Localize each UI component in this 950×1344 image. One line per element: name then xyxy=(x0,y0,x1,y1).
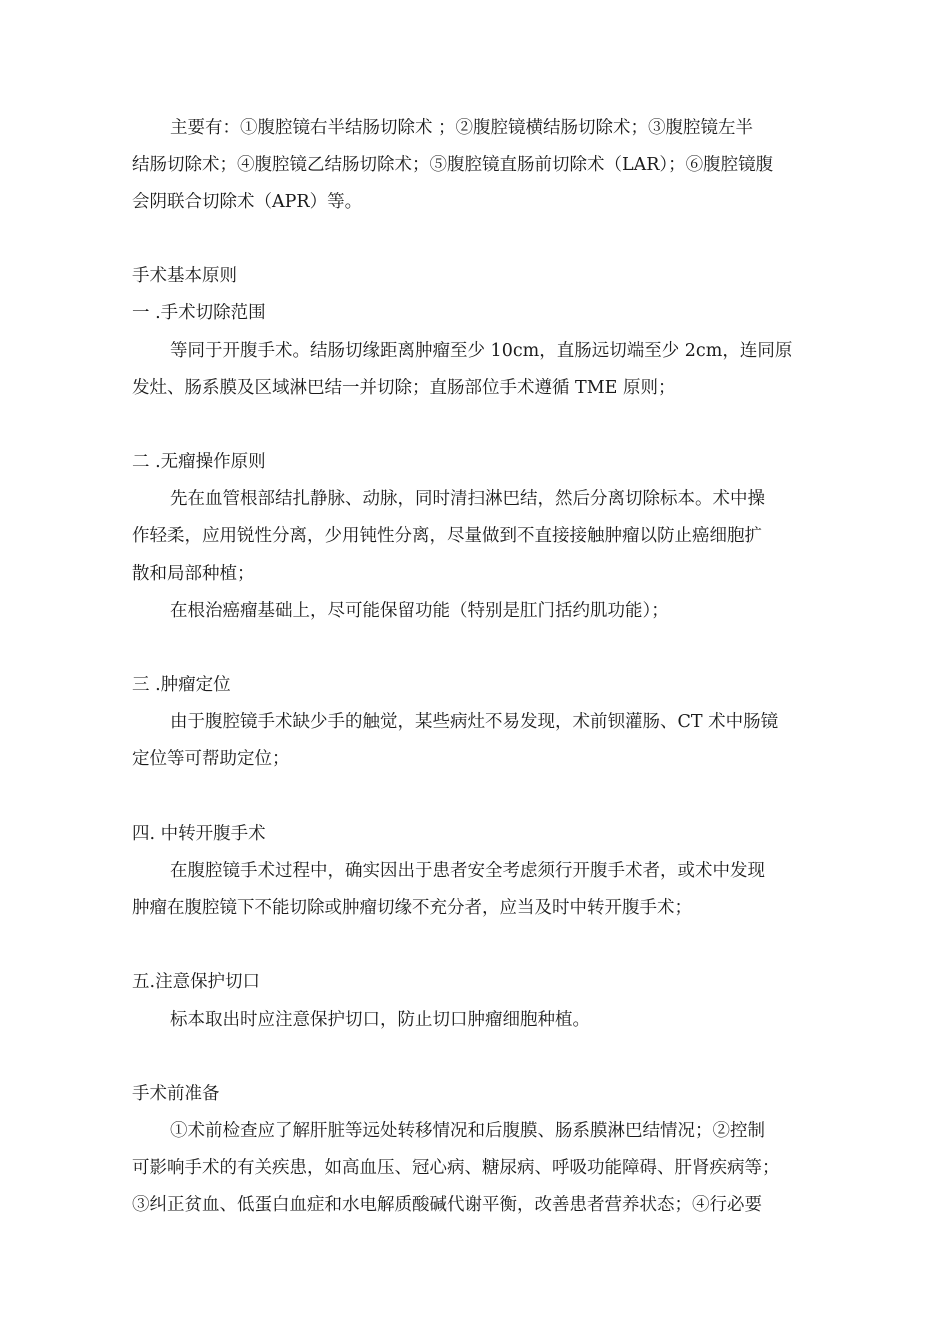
section-3-line-2: 定位等可帮助定位； xyxy=(132,749,290,769)
prep-heading: 手术前准备 xyxy=(132,1084,220,1104)
prep-line-2: 可影响手术的有关疾患，如高血压、冠心病、糖尿病、呼吸功能障碍、肝肾疾病等； xyxy=(132,1158,780,1178)
intro-line-2: 结肠切除术；④腹腔镜乙结肠切除术；⑤腹腔镜直肠前切除术（LAR）；⑥腹腔镜腹 xyxy=(132,155,774,175)
section-3-line-1: 由于腹腔镜手术缺少手的触觉，某些病灶不易发现，术前钡灌肠、CT 术中肠镜 xyxy=(170,712,779,732)
prep-line-1: ①术前检查应了解肝脏等远处转移情况和后腹膜、肠系膜淋巴结情况；②控制 xyxy=(170,1121,765,1141)
section-1-title: 一 .手术切除范围 xyxy=(132,303,266,323)
section-2-line-2: 作轻柔，应用锐性分离，少用钝性分离，尽量做到不直接接触肿瘤以防止癌细胞扩 xyxy=(132,526,762,546)
section-5-line-1: 标本取出时应注意保护切口，防止切口肿瘤细胞种植。 xyxy=(170,1010,590,1030)
intro-line-3: 会阴联合切除术（APR）等。 xyxy=(132,192,363,212)
section-2-title: 二 .无瘤操作原则 xyxy=(132,452,266,472)
section-2-line-3: 散和局部种植； xyxy=(132,564,255,584)
section-4-line-1: 在腹腔镜手术过程中，确实因出于患者安全考虑须行开腹手术者，或术中发现 xyxy=(170,861,765,881)
section-1-line-2: 发灶、肠系膜及区域淋巴结一并切除；直肠部位手术遵循 TME 原则； xyxy=(132,378,676,398)
section-4-line-2: 肿瘤在腹腔镜下不能切除或肿瘤切缘不充分者，应当及时中转开腹手术； xyxy=(132,898,692,918)
section-2-line-1: 先在血管根部结扎静脉、动脉，同时清扫淋巴结，然后分离切除标本。术中操 xyxy=(170,489,765,509)
section-2-line-4: 在根治癌瘤基础上，尽可能保留功能（特别是肛门括约肌功能）； xyxy=(170,601,669,621)
section-3-title: 三 .肿瘤定位 xyxy=(132,675,231,695)
principles-heading: 手术基本原则 xyxy=(132,266,237,286)
section-1-line-1: 等同于开腹手术。结肠切缘距离肿瘤至少 10cm，直肠远切端至少 2cm，连同原 xyxy=(170,341,793,361)
section-5-title: 五.注意保护切口 xyxy=(132,972,261,992)
prep-line-3: ③纠正贫血、低蛋白血症和水电解质酸碱代谢平衡，改善患者营养状态；④行必要 xyxy=(132,1195,762,1215)
section-4-title: 四. 中转开腹手术 xyxy=(132,824,266,844)
intro-line-1: 主要有：①腹腔镜右半结肠切除术 ；②腹腔镜横结肠切除术；③腹腔镜左半 xyxy=(170,118,754,138)
